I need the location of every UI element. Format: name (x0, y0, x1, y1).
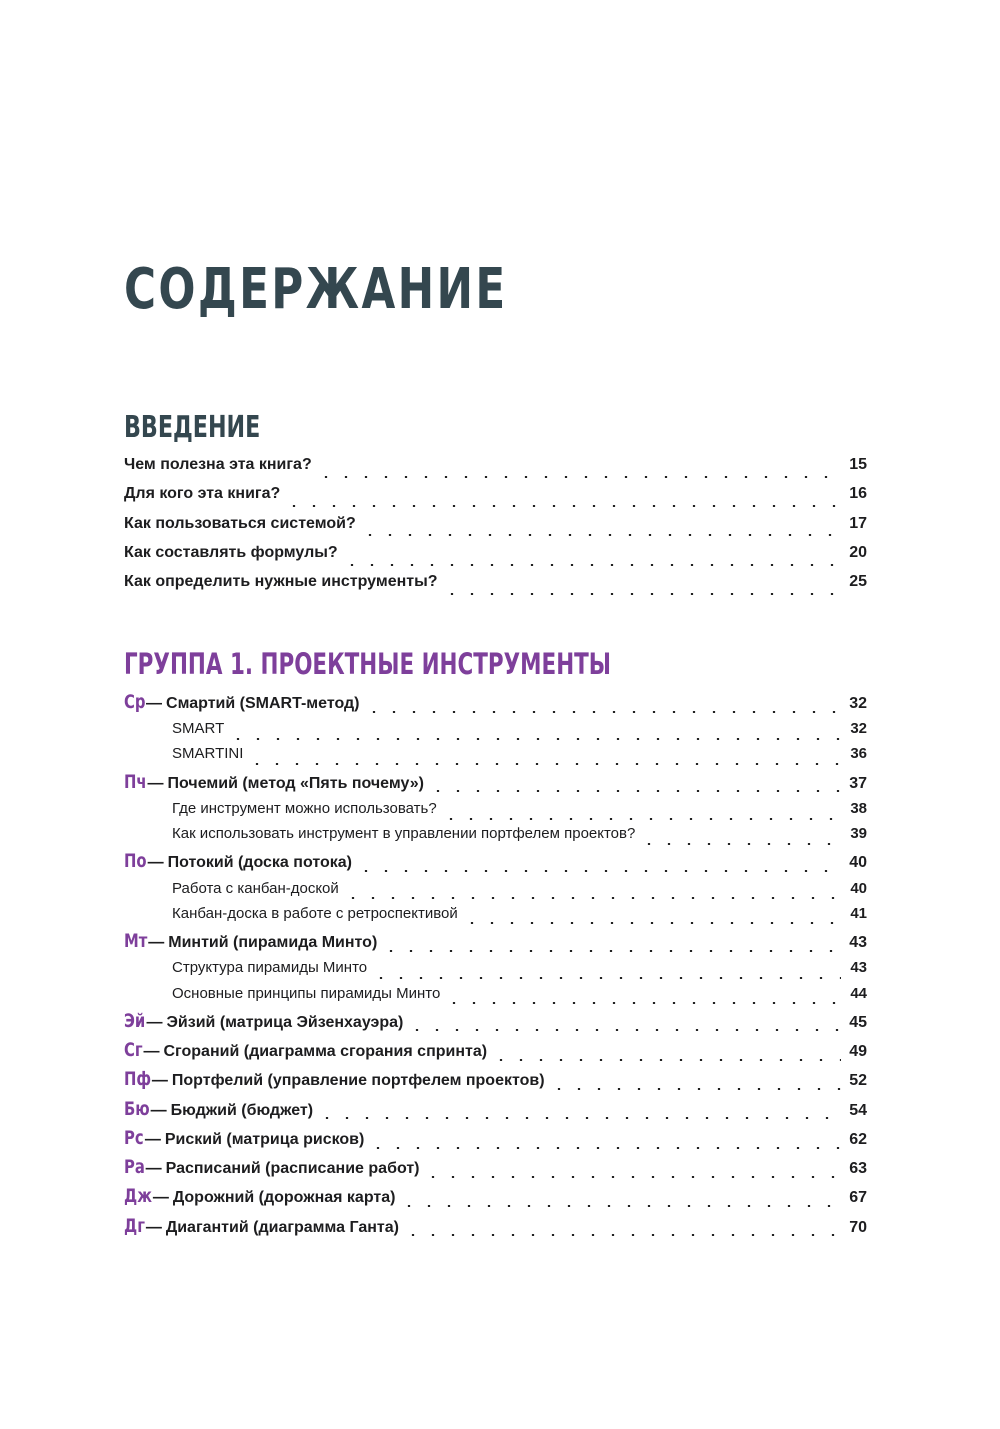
toc-entry-label: По— Потокий (доска потока) (124, 850, 352, 873)
tool-code: По (124, 850, 147, 873)
toc-entry-label: Рс— Риский (матрица рисков) (124, 1126, 365, 1149)
toc-page-number: 40 (850, 879, 867, 897)
dot-leader (423, 1176, 841, 1178)
toc-entry[interactable] (124, 1098, 867, 1127)
dot-leader (441, 818, 841, 820)
toc-subentry-label: SMARTINI (172, 745, 244, 763)
toc-page-number: 44 (850, 984, 867, 1002)
toc-entry-label: Как определить нужные инструменты? (124, 573, 438, 591)
toc-subentry[interactable] (124, 745, 867, 770)
group-1-heading: ГРУППА 1. ПРОЕКТНЫЕ ИНСТРУМЕНТЫ (124, 647, 612, 681)
toc-entry-label: Бю— Бюджий (бюджет) (124, 1097, 314, 1120)
tool-code: Сг (124, 1038, 143, 1061)
toc-subentry-label: SMART (172, 720, 225, 738)
toc-entry-label: Мт— Минтий (пирамида Минто) (124, 930, 378, 953)
toc-page-number: 38 (850, 799, 867, 817)
toc-page-number: 32 (850, 720, 867, 738)
toc-subentry[interactable] (124, 880, 867, 905)
dot-leader (381, 950, 841, 952)
toc-page-number: 20 (849, 543, 867, 561)
toc-page-number: 43 (849, 934, 867, 952)
toc-page-number: 63 (849, 1160, 867, 1178)
tool-code: Дг (124, 1214, 145, 1237)
dot-leader (342, 564, 841, 566)
toc-page-number: 62 (849, 1130, 867, 1148)
dot-leader (462, 922, 841, 924)
toc-subentry-label: Где инструмент можно использовать? (172, 799, 437, 817)
toc-entry-label: Для кого эта книга? (124, 485, 281, 503)
dot-leader (368, 1147, 841, 1149)
toc-entry[interactable] (124, 1068, 867, 1097)
toc-subentry-label: Структура пирамиды Минто (172, 959, 368, 977)
dot-leader (407, 1029, 841, 1031)
toc-entry-label: Эй— Эйзий (матрица Эйзенхауэра) (124, 1009, 404, 1032)
toc-entry-label: Дж— Дорожний (дорожная карта) (124, 1185, 396, 1208)
toc-page-number: 43 (850, 959, 867, 977)
dot-leader (491, 1059, 841, 1061)
tool-code: Дж (124, 1185, 152, 1208)
tool-code: Пф (124, 1068, 152, 1091)
toc-subentry[interactable] (124, 800, 867, 825)
toc-entry[interactable] (124, 485, 867, 514)
dot-leader (360, 534, 841, 536)
toc-page-number: 39 (850, 825, 867, 843)
dot-leader (284, 505, 841, 507)
toc-page-number: 40 (849, 854, 867, 872)
dot-leader (639, 843, 841, 845)
dot-leader (228, 738, 841, 740)
toc-subentry[interactable] (124, 825, 867, 850)
dot-leader (343, 897, 841, 899)
toc-entry[interactable] (124, 1039, 867, 1068)
toc-entry[interactable] (124, 1010, 867, 1039)
toc-entry[interactable] (124, 456, 867, 485)
toc-page-number: 54 (849, 1101, 867, 1119)
page-title: СОДЕРЖАНИЕ (124, 257, 508, 322)
tool-code: Пч (124, 770, 147, 793)
toc-subentry-label: Основные принципы пирамиды Минто (172, 984, 441, 1002)
toc-page-number: 49 (849, 1042, 867, 1060)
toc-subentry[interactable] (124, 720, 867, 745)
tool-code: Мт (124, 930, 148, 953)
toc-subentry[interactable] (124, 905, 867, 930)
toc-entry[interactable] (124, 691, 867, 720)
toc-page-number: 15 (849, 456, 867, 473)
toc-entry-label: Пч— Почемий (метод «Пять почему») (124, 770, 425, 793)
toc-entry-label: Пф— Портфелий (управление портфелем проектов) (124, 1068, 545, 1091)
toc-entry[interactable] (124, 771, 867, 800)
dot-leader (364, 711, 842, 713)
toc-subentry-label: Как использовать инструмент в управлении портфелем проектов? (172, 825, 636, 843)
toc-entry-label: Чем полезна эта книга? (124, 456, 312, 473)
toc-entry-label: Ср— Смартий (SMART-метод) (124, 691, 360, 713)
toc-entry-label: Ра— Расписаний (расписание работ) (124, 1156, 420, 1179)
dot-leader (247, 763, 841, 765)
tool-code: Бю (124, 1097, 150, 1120)
dot-leader (549, 1088, 841, 1090)
toc-page-number: 45 (849, 1013, 867, 1031)
dot-leader (317, 1117, 841, 1119)
toc-entry[interactable] (124, 1185, 867, 1214)
toc-page-number: 32 (849, 695, 867, 712)
toc-page-number: 67 (849, 1189, 867, 1207)
dot-leader (444, 1002, 841, 1004)
toc-page-number: 36 (850, 745, 867, 763)
toc-entry[interactable] (124, 573, 867, 602)
dot-leader (356, 870, 841, 872)
tool-code: Ср (124, 691, 146, 713)
dot-leader (442, 593, 841, 595)
toc-entry[interactable] (124, 1127, 867, 1156)
toc-page-number: 70 (849, 1218, 867, 1236)
toc-entry[interactable] (124, 544, 867, 573)
dot-leader (428, 790, 841, 792)
toc-entry-label: Как составлять формулы? (124, 543, 338, 561)
toc-page-number: 52 (849, 1072, 867, 1090)
toc-entry[interactable] (124, 1215, 867, 1244)
toc-entry-label: Как пользоваться системой? (124, 514, 356, 532)
group-1-toc-list (124, 691, 867, 1244)
toc-entry[interactable] (124, 1156, 867, 1185)
toc-subentry[interactable] (124, 985, 867, 1010)
tool-code: Рс (124, 1126, 144, 1149)
toc-entry-label: Дг— Диагантий (диаграмма Ганта) (124, 1214, 399, 1237)
dot-leader (371, 977, 841, 979)
toc-page-number: 37 (849, 774, 867, 792)
dot-leader (399, 1205, 841, 1207)
toc-page-number: 41 (850, 904, 867, 922)
toc-entry[interactable] (124, 930, 867, 959)
tool-code: Эй (124, 1009, 146, 1032)
toc-subentry-label: Работа с канбан-доской (172, 879, 339, 897)
intro-heading: ВВЕДЕНИЕ (124, 410, 261, 445)
dot-leader (316, 476, 841, 478)
tool-code: Ра (124, 1156, 145, 1179)
toc-page-number: 16 (849, 485, 867, 503)
intro-toc-list (124, 456, 867, 602)
toc-subentry-label: Канбан-доска в работе с ретроспективой (172, 904, 458, 922)
toc-entry-label: Сг— Сгораний (диаграмма сгорания спринта) (124, 1038, 488, 1061)
toc-entry[interactable] (124, 515, 867, 544)
toc-page-number: 25 (849, 573, 867, 591)
toc-page-number: 17 (849, 514, 867, 532)
toc-entry[interactable] (124, 850, 867, 879)
toc-subentry[interactable] (124, 959, 867, 984)
dot-leader (403, 1234, 841, 1236)
